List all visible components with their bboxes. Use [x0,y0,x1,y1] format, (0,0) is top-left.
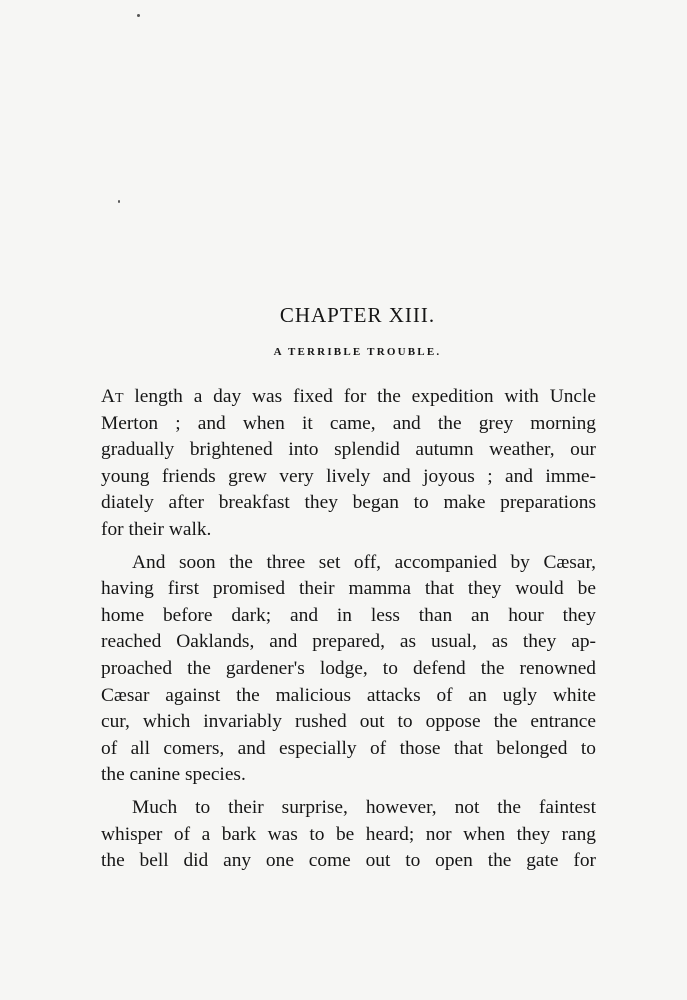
text-line: young friends grew very lively and joyous ; and imme- [101,465,596,487]
chapter-body [101,384,596,881]
paragraph-2 [101,550,596,789]
lead-word: At [101,386,124,407]
text-line: Much to their surprise, however, not the faintest [132,796,596,818]
text-line: diately after breakfast they began to make preparations [101,492,596,514]
paragraph-3 [101,795,596,875]
text-line: gradually brightened into splendid autumn weather, our [101,439,596,461]
text-line: Cæsar against the malicious attacks of an ugly white [101,684,596,706]
print-speck [118,200,120,203]
chapter-subtitle: A TERRIBLE TROUBLE. [273,346,442,358]
text-line: of all comers, and especially of those that belonged to [101,737,596,759]
text-line: cur, which invariably rushed out to oppose the entrance [101,711,596,733]
text-line: whisper of a bark was to be heard; nor when they rang [101,823,596,845]
text-line: the canine species. [101,764,246,786]
text-line: having first promised their mamma that they would be [101,578,596,600]
text-line: proached the gardener's lodge, to defend the renowned [101,657,596,679]
text-line: the bell did any one come out to open the gate for [101,850,596,872]
text-line: And soon the three set off, accompanied by Cæsar, [132,551,596,573]
print-speck [137,14,140,17]
chapter-title: CHAPTER XIII. [279,303,436,327]
text-line: At length a day was fixed for the expedition with Uncle [101,386,596,407]
paragraph-1 [101,384,596,544]
text-line: for their walk. [101,518,212,540]
text-line: Merton ; and when it came, and the grey morning [101,412,596,434]
text-line: reached Oaklands, and prepared, as usual, as they ap- [101,631,596,653]
text-line: home before dark; and in less than an hour they [101,604,596,626]
